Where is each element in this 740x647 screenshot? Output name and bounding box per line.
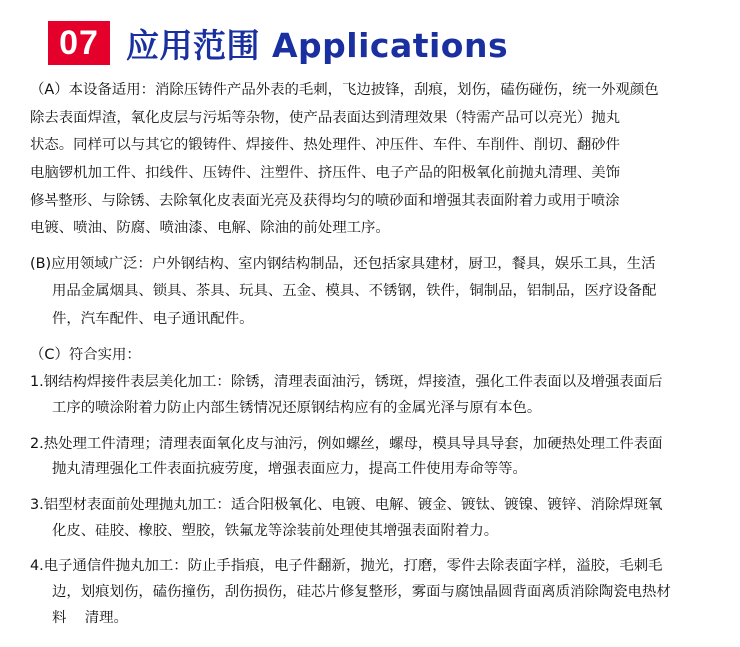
list-item: [30, 493, 712, 544]
document-content: [0, 72, 740, 631]
list-item-line-2: 边，划痕划伤，磕伤撞伤，刮伤损伤，硅芯片修复整形，雾面与腐蚀晶圆背面离质消除陶瓷电热材: [52, 583, 671, 600]
list-item: [30, 432, 712, 483]
section-b: [30, 252, 712, 333]
page-title: 应用范围 Applications: [126, 25, 509, 65]
section-a-line-6: 电镀、喷油、防腐、喷油漆、电解、除油的前处理工序。: [30, 220, 390, 237]
list-item-line-2: 化皮、硅胶、橡胶、塑胶，铁氟龙等涂装前处理使其增强表面附着力。: [52, 522, 499, 539]
section-a-line-4: 电脑锣机加工件、扣线件、压铸件、注塑件、挤压件、电子产品的阳极氧化前抛丸清理、美饰: [30, 164, 621, 181]
list-item-line-1: 电子通信件抛丸加工：防止手指痕，电子件翻新，抛光，打磨，零件去除表面字样，溢胶，毛刺毛: [43, 558, 663, 575]
list-item-line-1: 钢结构焊接件表层美化加工：除锈，清理表面油污，锈斑，焊接渣，强化工件表面以及增强表面后: [43, 374, 663, 391]
section-b-line-1: 用品金属烟具、锁具、茶具、玩具、五金、模具、不锈钢，铁件，铜制品，铝制品，医疗设备配: [52, 283, 657, 300]
section-header: [0, 14, 740, 72]
section-a-line-3: 状态。同样可以与其它的锻铸件、焊接件、热处理件、冲压件、车件、车削件、削切、翻砂件: [30, 137, 621, 154]
list-item-line-2: 抛丸清理强化工件表面抗疲劳度，增强表面应力，提高工件使用寿命等等。: [52, 461, 527, 478]
section-c: [30, 343, 712, 369]
list-item-line-2: 工序的喷涂附着力防止内部生锈情况还原钢结构应有的金属光泽与原有本色。: [52, 400, 542, 417]
list-item-line-1: 热处理工件清理；清理表面氧化皮与油污，例如螺丝，螺母，模具导具导套，加硬热处理工件表面: [43, 435, 663, 452]
list-item-tail-prefix: 料: [52, 609, 67, 626]
list-item-index: 4.: [30, 558, 44, 575]
document-page: [0, 14, 740, 647]
list-item-line-3: [30, 606, 712, 632]
list-item: [30, 554, 712, 631]
list-item-index: 2.: [30, 435, 44, 452]
list-item: [30, 370, 712, 421]
section-a-line-5: 修복整形、与除锈、去除氧化皮表面光亮及获得均匀的喷砂面和增强其表面附着力或用于喷涂: [30, 192, 620, 209]
section-a-line-1: （A）本设备适用：消除压铸件产品外表的毛刺，飞边披锋，刮痕，划伤，磕伤碰伤，统一外观颜色: [30, 82, 659, 98]
list-item-index: 1.: [30, 374, 44, 391]
section-b-line-2: 件，汽车配件、电子通讯配件。: [52, 311, 254, 328]
section-b-lead: (B)应用领域广泛：户外钢结构、室内钢结构制品，还包括家具建材，厨卫，餐具，娱乐工具，生活: [30, 255, 656, 272]
section-c-lead: （C）符合实用：: [30, 346, 141, 363]
list-item-index: 3.: [30, 496, 44, 513]
section-number-badge: 07: [48, 21, 110, 65]
application-list: [30, 370, 712, 631]
list-item-tail: 清理。: [84, 609, 128, 626]
section-a: [30, 78, 712, 242]
section-a-line-2: 除去表面焊渣，氧化皮层与污垢等杂物，使产品表面达到清理效果（特需产品可以亮光）抛丸: [30, 109, 621, 126]
list-item-line-1: 铝型材表面前处理抛丸加工：适合阳极氧化、电镀、电解、镀金、镀钛、镀镍、镀锌、消除焊斑氧: [43, 496, 663, 513]
